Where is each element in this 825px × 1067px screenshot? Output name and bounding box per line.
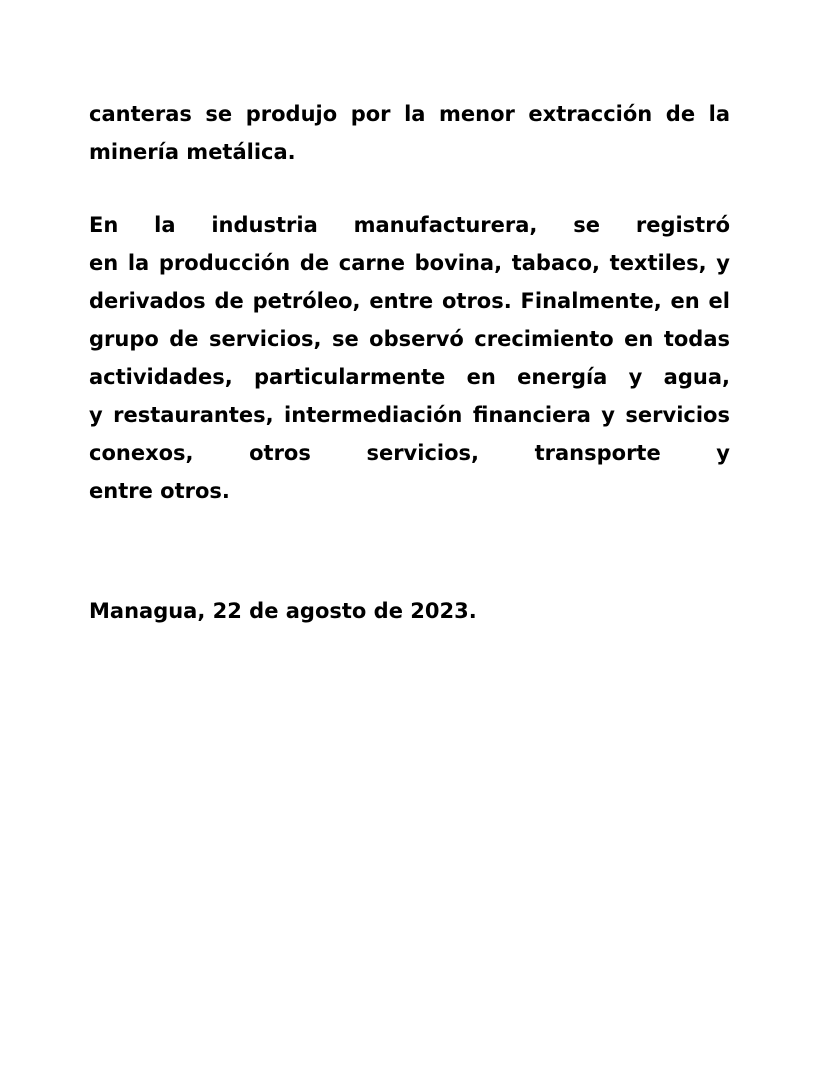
paragraph-line: canteras se produjo por la menor extracción de la <box>89 102 730 126</box>
paragraph-line: y restaurantes, intermediación financiera y servicios <box>89 403 730 427</box>
paragraph-line: actividades, particularmente en energía y agua, <box>89 365 730 389</box>
paragraph-mining <box>89 95 730 171</box>
paragraph-line: derivados de petróleo, entre otros. Finalmente, en el <box>89 289 730 313</box>
paragraph-line: grupo de servicios, se observó crecimiento en todas <box>89 327 730 351</box>
paragraph-line: en la producción de carne bovina, tabaco, textiles, y <box>89 251 730 275</box>
paragraph-line: En la industria manufacturera, se registró <box>89 213 730 237</box>
paragraph-manufacturing-services <box>89 206 730 510</box>
place-date-text: Managua, 22 de agosto de 2023. <box>89 599 477 623</box>
paragraph-line: conexos, otros servicios, transporte y <box>89 441 730 465</box>
paragraph-line: entre otros. <box>89 479 230 503</box>
closing-place-date <box>89 592 730 630</box>
paragraph-line: minería metálica. <box>89 140 296 164</box>
